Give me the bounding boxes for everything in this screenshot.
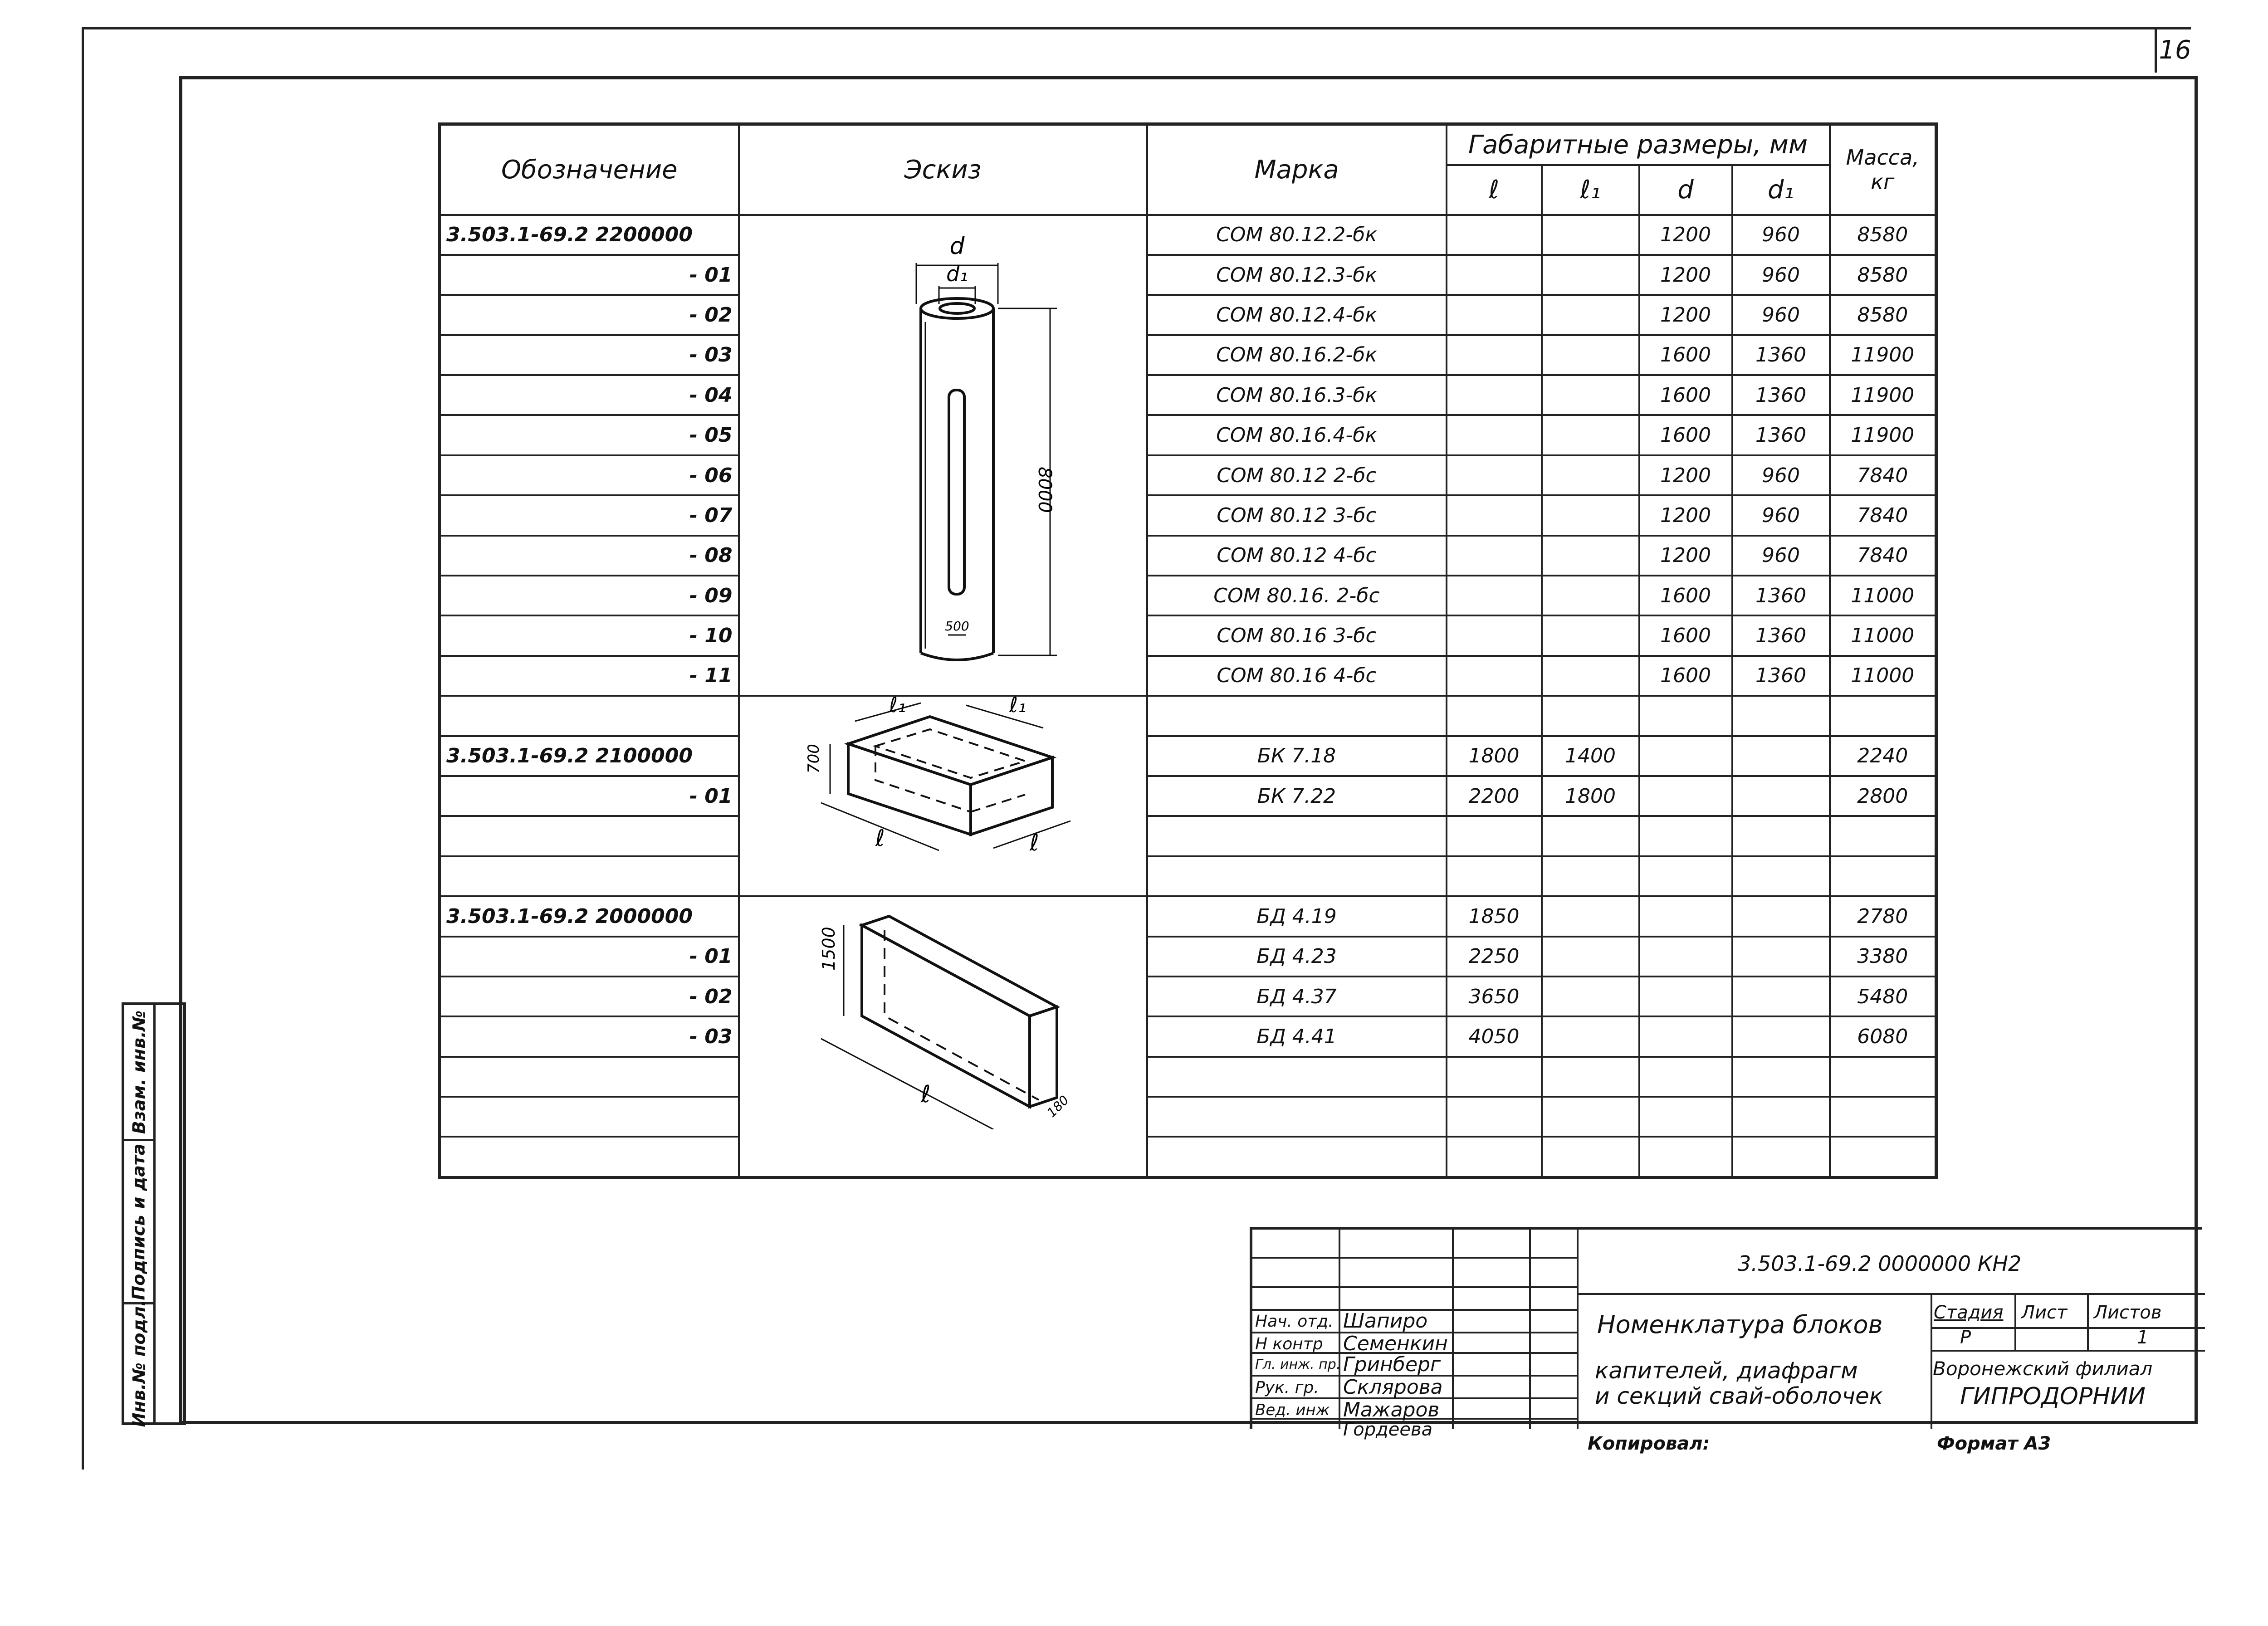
mass-cell bbox=[1830, 1097, 1936, 1137]
designation-cell bbox=[440, 1097, 739, 1137]
mass-cell: 6080 bbox=[1830, 1016, 1936, 1056]
l-cell: 1850 bbox=[1447, 896, 1542, 936]
dim-thickness-label: 180 bbox=[1044, 1092, 1072, 1120]
d-cell bbox=[1639, 1097, 1732, 1137]
dim-l1-label: ℓ₁ bbox=[889, 693, 906, 717]
d1-cell: 1360 bbox=[1732, 375, 1830, 415]
d-cell: 1200 bbox=[1639, 255, 1732, 295]
d1-cell: 960 bbox=[1732, 536, 1830, 576]
document-code: 3.503.1-69.2 0000000 КН2 bbox=[1738, 1251, 2022, 1276]
mass-cell bbox=[1830, 1057, 1936, 1097]
d1-cell: 1360 bbox=[1732, 615, 1830, 655]
l-cell bbox=[1447, 215, 1542, 255]
mass-cell bbox=[1830, 816, 1936, 856]
l1-cell bbox=[1542, 1016, 1639, 1056]
dim-d1-label: d₁ bbox=[946, 262, 968, 286]
mark-cell: СОМ 80.12 4-бс bbox=[1147, 536, 1447, 576]
dim-height-label: 1500 bbox=[819, 927, 839, 971]
mark-cell: СОМ 80.16. 2-бс bbox=[1147, 576, 1447, 615]
l-cell bbox=[1447, 536, 1542, 576]
d-cell: 1600 bbox=[1639, 375, 1732, 415]
designation-cell: - 01 bbox=[440, 776, 739, 816]
l1-cell bbox=[1542, 1097, 1639, 1137]
header-dimensions: Габаритные размеры, мм bbox=[1447, 124, 1830, 165]
l-cell bbox=[1447, 375, 1542, 415]
table-row bbox=[440, 856, 1936, 896]
designation-cell: - 02 bbox=[440, 977, 739, 1016]
designation-cell: - 08 bbox=[440, 536, 739, 576]
designation-cell bbox=[440, 816, 739, 856]
staff-role: Нач. отд. bbox=[1255, 1312, 1334, 1331]
mark-cell: БД 4.37 bbox=[1147, 977, 1447, 1016]
d1-cell bbox=[1732, 1137, 1830, 1177]
table-row bbox=[440, 656, 1936, 696]
side-stamp-label: Подпись и дата bbox=[129, 1143, 149, 1300]
d-cell bbox=[1639, 856, 1732, 896]
dim-height-label: 700 bbox=[805, 744, 823, 773]
designation-cell: - 01 bbox=[440, 255, 739, 295]
designation-cell: - 09 bbox=[440, 576, 739, 615]
side-stamp-label: Взам. инв.№ bbox=[129, 1010, 149, 1134]
d-cell bbox=[1639, 896, 1732, 936]
d1-cell: 1360 bbox=[1732, 335, 1830, 375]
mark-cell: СОМ 80.12.3-бк bbox=[1147, 255, 1447, 295]
d-cell bbox=[1639, 977, 1732, 1016]
staff-name: Гордеева bbox=[1343, 1419, 1433, 1440]
l-cell bbox=[1447, 576, 1542, 615]
d1-cell bbox=[1732, 977, 1830, 1016]
mass-cell bbox=[1830, 1137, 1936, 1177]
l1-cell: 1800 bbox=[1542, 776, 1639, 816]
designation-cell: 3.503.1-69.2 2200000 bbox=[440, 215, 739, 255]
d1-cell bbox=[1732, 1016, 1830, 1056]
mass-cell: 2780 bbox=[1830, 896, 1936, 936]
mass-cell: 11900 bbox=[1830, 415, 1936, 455]
dim-l-label: ℓ bbox=[1030, 830, 1039, 856]
l1-cell bbox=[1542, 656, 1639, 696]
l-cell: 4050 bbox=[1447, 1016, 1542, 1056]
d1-cell: 960 bbox=[1732, 255, 1830, 295]
designation-cell: - 07 bbox=[440, 495, 739, 535]
header-d1: d₁ bbox=[1732, 165, 1830, 215]
mark-cell: БД 4.41 bbox=[1147, 1016, 1447, 1056]
table-row bbox=[440, 1016, 1936, 1056]
mark-cell bbox=[1147, 816, 1447, 856]
mass-cell: 11900 bbox=[1830, 375, 1936, 415]
side-stamp bbox=[122, 1002, 186, 1425]
table-row bbox=[440, 1097, 1936, 1137]
stage-value: Р bbox=[1960, 1327, 1971, 1348]
d1-cell bbox=[1732, 1057, 1830, 1097]
side-stamp-cell bbox=[124, 1005, 153, 1141]
mark-cell: СОМ 80.16.2-бк bbox=[1147, 335, 1447, 375]
d-cell: 1200 bbox=[1639, 455, 1732, 495]
l1-cell bbox=[1542, 455, 1639, 495]
side-stamp-cell bbox=[124, 1299, 153, 1427]
d1-cell bbox=[1732, 1097, 1830, 1137]
l-cell bbox=[1447, 415, 1542, 455]
d1-cell: 1360 bbox=[1732, 415, 1830, 455]
table-row bbox=[440, 495, 1936, 535]
mark-cell: БК 7.18 bbox=[1147, 736, 1447, 776]
side-stamp-label: Инв.№ подл. bbox=[129, 1299, 149, 1427]
d-cell: 1600 bbox=[1639, 335, 1732, 375]
dim-l1-label: ℓ₁ bbox=[1009, 693, 1026, 717]
l1-cell bbox=[1542, 536, 1639, 576]
mass-cell: 7840 bbox=[1830, 455, 1936, 495]
l-cell: 2250 bbox=[1447, 937, 1542, 977]
designation-cell: - 03 bbox=[440, 335, 739, 375]
designation-cell: - 02 bbox=[440, 295, 739, 335]
d-cell bbox=[1639, 1057, 1732, 1097]
mass-cell: 8580 bbox=[1830, 255, 1936, 295]
sheet-number: 16 bbox=[2155, 27, 2193, 73]
staff-role: Рук. гр. bbox=[1255, 1378, 1319, 1397]
table-row bbox=[440, 335, 1936, 375]
mass-cell: 8580 bbox=[1830, 215, 1936, 255]
d1-cell bbox=[1732, 776, 1830, 816]
staff-role: Гл. инж. пр. bbox=[1255, 1357, 1341, 1372]
l1-cell bbox=[1542, 615, 1639, 655]
table-row bbox=[440, 816, 1936, 856]
mass-cell: 3380 bbox=[1830, 937, 1936, 977]
designation-cell: - 01 bbox=[440, 937, 739, 977]
l1-cell bbox=[1542, 856, 1639, 896]
sheets-value: 1 bbox=[2137, 1327, 2149, 1348]
staff-name: Шапиро bbox=[1343, 1309, 1428, 1333]
d1-cell bbox=[1732, 736, 1830, 776]
l-cell bbox=[1447, 656, 1542, 696]
d-cell: 1200 bbox=[1639, 295, 1732, 335]
mark-cell: СОМ 80.16.3-бк bbox=[1147, 375, 1447, 415]
l-cell bbox=[1447, 455, 1542, 495]
mass-cell: 11900 bbox=[1830, 335, 1936, 375]
designation-cell bbox=[440, 1057, 739, 1097]
l-cell bbox=[1447, 255, 1542, 295]
l1-cell bbox=[1542, 696, 1639, 736]
dim-l-label: ℓ bbox=[921, 1081, 931, 1108]
mark-cell bbox=[1147, 1137, 1447, 1177]
d1-cell: 960 bbox=[1732, 295, 1830, 335]
sheet-label: Лист bbox=[2021, 1302, 2068, 1323]
staff-role: Н контр bbox=[1255, 1335, 1323, 1353]
header-mass: Масса, кг bbox=[1830, 124, 1936, 215]
designation-cell: - 03 bbox=[440, 1016, 739, 1056]
capital-block-sketch bbox=[739, 689, 1148, 884]
d-cell bbox=[1639, 1016, 1732, 1056]
l-cell bbox=[1447, 696, 1542, 736]
d-cell: 1200 bbox=[1639, 536, 1732, 576]
organization-line1: Воронежский филиал bbox=[1933, 1357, 2153, 1380]
diaphragm-block-sketch bbox=[739, 889, 1148, 1129]
l1-cell bbox=[1542, 977, 1639, 1016]
table-row bbox=[440, 415, 1936, 455]
l1-cell bbox=[1542, 255, 1639, 295]
side-stamp-cell bbox=[124, 1141, 153, 1304]
table-row bbox=[440, 375, 1936, 415]
header-designation: Обозначение bbox=[440, 124, 739, 215]
title-line2: капителей, диафрагм bbox=[1595, 1357, 1858, 1384]
l-cell bbox=[1447, 856, 1542, 896]
table-row bbox=[440, 937, 1936, 977]
l-cell bbox=[1447, 615, 1542, 655]
l-cell bbox=[1447, 335, 1542, 375]
designation-cell: - 04 bbox=[440, 375, 739, 415]
title-block bbox=[1250, 1227, 2202, 1440]
mark-cell bbox=[1147, 856, 1447, 896]
mass-cell bbox=[1830, 856, 1936, 896]
dim-l-label: ℓ bbox=[875, 825, 885, 851]
table-row bbox=[440, 1057, 1936, 1097]
table-row bbox=[440, 536, 1936, 576]
designation-cell: - 05 bbox=[440, 415, 739, 455]
d1-cell: 1360 bbox=[1732, 656, 1830, 696]
pile-shell-sketch bbox=[739, 218, 1148, 694]
table-row bbox=[440, 255, 1936, 295]
mark-cell bbox=[1147, 1057, 1447, 1097]
d-cell: 1600 bbox=[1639, 656, 1732, 696]
mass-cell: 2800 bbox=[1830, 776, 1936, 816]
l1-cell bbox=[1542, 375, 1639, 415]
d1-cell: 960 bbox=[1732, 455, 1830, 495]
title-line1: Номенклатура блоков bbox=[1597, 1310, 1883, 1339]
d-cell: 1200 bbox=[1639, 495, 1732, 535]
d1-cell: 960 bbox=[1732, 215, 1830, 255]
l1-cell bbox=[1542, 1137, 1639, 1177]
mark-cell bbox=[1147, 696, 1447, 736]
staff-name: Гринберг bbox=[1343, 1353, 1441, 1376]
d1-cell: 960 bbox=[1732, 495, 1830, 535]
designation-cell: - 11 bbox=[440, 656, 739, 696]
stage-label: Стадия bbox=[1934, 1302, 2004, 1323]
mark-cell: СОМ 80.12 3-бс bbox=[1147, 495, 1447, 535]
dim-length-label: 8000 bbox=[1034, 467, 1055, 513]
l1-cell bbox=[1542, 937, 1639, 977]
dim-base-label: 500 bbox=[945, 619, 969, 634]
mark-cell: СОМ 80.16 4-бс bbox=[1147, 656, 1447, 696]
mark-cell: БД 4.23 bbox=[1147, 937, 1447, 977]
l-cell bbox=[1447, 1057, 1542, 1097]
d-cell bbox=[1639, 696, 1732, 736]
l-cell bbox=[1447, 1097, 1542, 1137]
header-sketch: Эскиз bbox=[739, 124, 1147, 215]
mass-cell: 11000 bbox=[1830, 576, 1936, 615]
table-row bbox=[440, 1137, 1936, 1177]
table-row bbox=[440, 576, 1936, 615]
l-cell bbox=[1447, 816, 1542, 856]
d1-cell: 1360 bbox=[1732, 576, 1830, 615]
mark-cell: СОМ 80.16 3-бс bbox=[1147, 615, 1447, 655]
l-cell: 1800 bbox=[1447, 736, 1542, 776]
staff-name: Мажаров bbox=[1343, 1398, 1440, 1421]
l1-cell bbox=[1542, 896, 1639, 936]
designation-cell bbox=[440, 696, 739, 736]
d-cell bbox=[1639, 937, 1732, 977]
table-row bbox=[440, 615, 1936, 655]
l-cell: 2200 bbox=[1447, 776, 1542, 816]
sheets-label: Листов bbox=[2094, 1302, 2162, 1323]
mark-cell: СОМ 80.12.4-бк bbox=[1147, 295, 1447, 335]
dim-d-label: d bbox=[949, 233, 965, 260]
table-row bbox=[440, 977, 1936, 1016]
designation-cell: 3.503.1-69.2 2000000 bbox=[440, 896, 739, 936]
table-row bbox=[440, 215, 1936, 255]
designation-cell: - 10 bbox=[440, 615, 739, 655]
nomenclature-table bbox=[438, 122, 1938, 1179]
l1-cell bbox=[1542, 415, 1639, 455]
d1-cell bbox=[1732, 696, 1830, 736]
l1-cell: 1400 bbox=[1542, 736, 1639, 776]
l-cell: 3650 bbox=[1447, 977, 1542, 1016]
table-row bbox=[440, 455, 1936, 495]
copied-label: Копировал: bbox=[1588, 1433, 1710, 1454]
l-cell bbox=[1447, 495, 1542, 535]
mark-cell: СОМ 80.12.2-бк bbox=[1147, 215, 1447, 255]
table-row bbox=[440, 896, 1936, 936]
staff-name: Склярова bbox=[1343, 1376, 1443, 1399]
mark-cell bbox=[1147, 1097, 1447, 1137]
mass-cell: 2240 bbox=[1830, 736, 1936, 776]
title-line3: и секций свай-оболочек bbox=[1595, 1383, 1883, 1409]
d-cell: 1200 bbox=[1639, 215, 1732, 255]
designation-cell bbox=[440, 856, 739, 896]
l1-cell bbox=[1542, 295, 1639, 335]
d-cell bbox=[1639, 776, 1732, 816]
designation-cell: - 06 bbox=[440, 455, 739, 495]
mark-cell: СОМ 80.16.4-бк bbox=[1147, 415, 1447, 455]
mark-cell: СОМ 80.12 2-бс bbox=[1147, 455, 1447, 495]
format-label: Формат А3 bbox=[1937, 1433, 2051, 1454]
header-d: d bbox=[1639, 165, 1732, 215]
staff-name: Семенкин bbox=[1343, 1332, 1448, 1355]
designation-cell: 3.503.1-69.2 2100000 bbox=[440, 736, 739, 776]
d1-cell bbox=[1732, 816, 1830, 856]
l1-cell bbox=[1542, 576, 1639, 615]
d1-cell bbox=[1732, 856, 1830, 896]
d-cell bbox=[1639, 816, 1732, 856]
d1-cell bbox=[1732, 896, 1830, 936]
l1-cell bbox=[1542, 495, 1639, 535]
l1-cell bbox=[1542, 816, 1639, 856]
mass-cell: 7840 bbox=[1830, 536, 1936, 576]
d-cell bbox=[1639, 736, 1732, 776]
header-mark: Марка bbox=[1147, 124, 1447, 215]
mass-cell: 11000 bbox=[1830, 615, 1936, 655]
l1-cell bbox=[1542, 1057, 1639, 1097]
table-row bbox=[440, 776, 1936, 816]
table-row bbox=[440, 295, 1936, 335]
d-cell: 1600 bbox=[1639, 576, 1732, 615]
l-cell bbox=[1447, 1137, 1542, 1177]
staff-role: Вед. инж bbox=[1255, 1401, 1330, 1419]
l1-cell bbox=[1542, 215, 1639, 255]
mass-cell: 7840 bbox=[1830, 495, 1936, 535]
l-cell bbox=[1447, 295, 1542, 335]
l1-cell bbox=[1542, 335, 1639, 375]
mass-cell: 8580 bbox=[1830, 295, 1936, 335]
mark-cell: БК 7.22 bbox=[1147, 776, 1447, 816]
mark-cell: БД 4.19 bbox=[1147, 896, 1447, 936]
mass-cell: 11000 bbox=[1830, 656, 1936, 696]
d-cell: 1600 bbox=[1639, 415, 1732, 455]
header-l1: ℓ₁ bbox=[1542, 165, 1639, 215]
d1-cell bbox=[1732, 937, 1830, 977]
designation-cell bbox=[440, 1137, 739, 1177]
d-cell bbox=[1639, 1137, 1732, 1177]
mass-cell bbox=[1830, 696, 1936, 736]
header-l: ℓ bbox=[1447, 165, 1542, 215]
mass-cell: 5480 bbox=[1830, 977, 1936, 1016]
table-row bbox=[440, 736, 1936, 776]
d-cell: 1600 bbox=[1639, 615, 1732, 655]
table-row bbox=[440, 696, 1936, 736]
organization-line2: ГИПРОДОРНИИ bbox=[1960, 1383, 2146, 1410]
